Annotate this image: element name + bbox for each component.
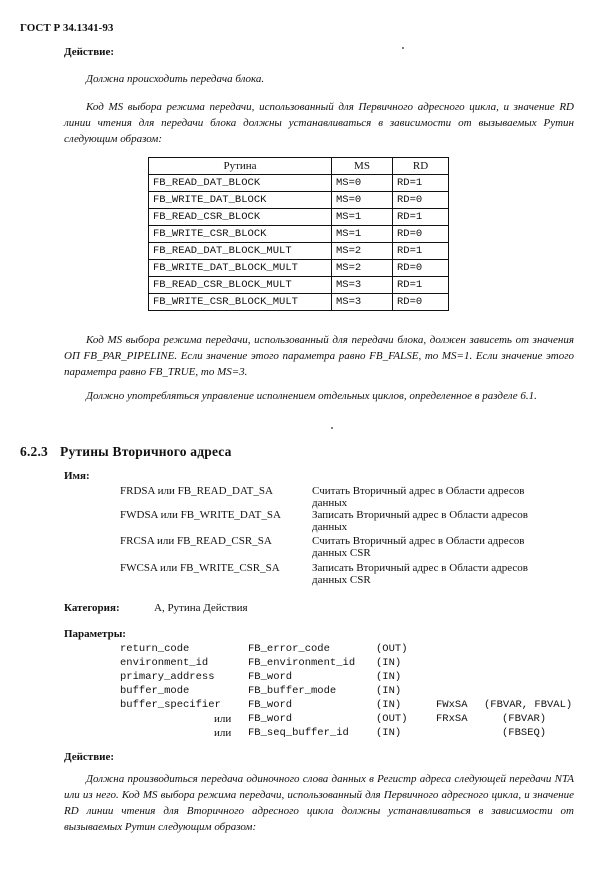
param-direction: (IN) (376, 727, 402, 739)
param-direction: (OUT) (376, 713, 408, 725)
table-row (149, 277, 449, 294)
category-label: Категория: (64, 602, 120, 614)
ms-cell: MS=3 (332, 294, 393, 311)
routine-name-entry (120, 485, 273, 497)
routine-name-entry (120, 535, 272, 547)
table-row (149, 209, 449, 226)
routine-description-line: данных (312, 497, 348, 509)
param-name: buffer_specifier (120, 699, 221, 711)
section-title: Рутины Вторичного адреса (60, 444, 232, 459)
param-or: или (214, 713, 232, 725)
table-row (149, 243, 449, 260)
param-name: buffer_mode (120, 685, 190, 697)
param-type: FB_seq_buffer_id (248, 727, 349, 739)
routine-description-line: Считать Вторичный адрес в Области адресов (312, 485, 525, 497)
routine-cell: FB_WRITE_CSR_BLOCK_MULT (149, 294, 332, 311)
ms-cell: MS=1 (332, 226, 393, 243)
routine-table (148, 157, 449, 311)
table-row (149, 175, 449, 192)
routine-description-line: данных (312, 521, 348, 533)
rd-cell: RD=1 (393, 243, 449, 260)
param-name: environment_id (120, 657, 209, 669)
table-row (149, 260, 449, 277)
routine-cell: FB_WRITE_CSR_BLOCK (149, 226, 332, 243)
column-header-routine: Рутина (149, 158, 332, 175)
param-direction: (IN) (376, 657, 402, 669)
routine-description-line: Записать Вторичный адрес в Области адресов (312, 562, 528, 574)
routine-description (312, 535, 574, 559)
param-direction: (IN) (376, 685, 402, 697)
routine-name: FWDSA или FB_WRITE_DAT_SA (120, 509, 281, 521)
routine-name: FRDSA или FB_READ_DAT_SA (120, 485, 273, 497)
table-row (149, 294, 449, 311)
param-type: FB_buffer_mode (248, 685, 337, 697)
body-paragraph: Должно употребляться управление исполнением отдельных циклов, определенное в разделе 6.1. (86, 390, 537, 402)
routine-name-entry (120, 509, 281, 521)
routine-cell: FB_READ_CSR_BLOCK (149, 209, 332, 226)
rd-cell: RD=0 (393, 294, 449, 311)
page-header: ГОСТ Р 34.1341-93 (20, 22, 114, 34)
ms-cell: MS=2 (332, 243, 393, 260)
param-name: return_code (120, 643, 190, 655)
routine-description (312, 562, 574, 586)
ms-cell: MS=1 (332, 209, 393, 226)
action-paragraph: Должна производиться передача одиночного слова данных в Регистр адреса следующей передачи NTA или из него. Код MS выбора режима передачи, использованный для Первичного адресного цикла, и значение RD линии чтения для Вторичного адресного цикла должны устанавливаться в зависимости от вызываемых Рутин следующим образом: (64, 773, 574, 833)
section-number: 6.2.3 (20, 444, 48, 459)
rd-cell: RD=0 (393, 226, 449, 243)
action-heading: Действие: (64, 751, 115, 763)
param-type: FB_environment_id (248, 657, 356, 669)
rd-cell: RD=1 (393, 277, 449, 294)
param-type: FB_error_code (248, 643, 330, 655)
routine-description (312, 485, 574, 509)
param-direction: (IN) (376, 699, 402, 711)
routine-cell: FB_WRITE_DAT_BLOCK_MULT (149, 260, 332, 277)
param-direction: (OUT) (376, 643, 408, 655)
column-header-rd: RD (393, 158, 449, 175)
rd-cell: RD=1 (393, 175, 449, 192)
scan-speck (331, 427, 333, 429)
param-or: или (214, 727, 232, 739)
param-type: FB_word (248, 713, 293, 725)
action-heading: Действие: (64, 46, 115, 58)
ms-cell: MS=2 (332, 260, 393, 277)
routine-description-line: данных CSR (312, 547, 371, 559)
routine-description-line: Считать Вторичный адрес в Области адресов (312, 535, 525, 547)
table-row (149, 192, 449, 209)
param-direction: (IN) (376, 671, 402, 683)
routine-description-line: данных CSR (312, 574, 371, 586)
action-paragraph: Код MS выбора режима передачи, использованный для Первичного адресного цикла, и значение RD линии чтения для передачи блока должны устанавливаться в зависимости от вызываемых Рутин следующим образом: (64, 101, 574, 145)
column-header-ms: MS (332, 158, 393, 175)
rd-cell: RD=0 (393, 260, 449, 277)
routine-cell: FB_READ_DAT_BLOCK (149, 175, 332, 192)
routine-name-entry (120, 562, 280, 574)
ms-cell: MS=0 (332, 175, 393, 192)
param-mode: (FBVAR) (502, 713, 547, 725)
param-name: primary_address (120, 671, 215, 683)
routine-description-line: Записать Вторичный адрес в Области адресов (312, 509, 528, 521)
routine-description (312, 509, 574, 533)
param-mode: (FBSEQ) (502, 727, 547, 739)
routine-cell: FB_READ_CSR_BLOCK_MULT (149, 277, 332, 294)
name-label: Имя: (64, 470, 90, 482)
section-heading (20, 444, 232, 460)
params-label: Параметры: (64, 628, 126, 640)
routine-cell: FB_WRITE_DAT_BLOCK (149, 192, 332, 209)
scan-speck (402, 47, 404, 49)
param-type: FB_word (248, 671, 293, 683)
rd-cell: RD=1 (393, 209, 449, 226)
category-value: А, Рутина Действия (154, 602, 248, 614)
param-variant: FWxSA (436, 699, 468, 711)
param-type: FB_word (248, 699, 293, 711)
table-row (149, 226, 449, 243)
routine-cell: FB_READ_DAT_BLOCK_MULT (149, 243, 332, 260)
rd-cell: RD=0 (393, 192, 449, 209)
table-header-row (149, 158, 449, 175)
param-mode: (FBVAR, FBVAL) (484, 699, 573, 711)
ms-cell: MS=0 (332, 192, 393, 209)
routine-name: FRCSA или FB_READ_CSR_SA (120, 535, 272, 547)
ms-cell: MS=3 (332, 277, 393, 294)
routine-name: FWCSA или FB_WRITE_CSR_SA (120, 562, 280, 574)
param-variant: FRxSA (436, 713, 468, 725)
body-paragraph: Код MS выбора режима передачи, использованный для передачи блока, должен зависеть от значения ОП FB_PAR_PIPELINE. Если значение этого параметра равно FB_FALSE, то MS=1. Если значение этого параметра равно FB_TRUE, то MS=3. (64, 334, 574, 378)
action-paragraph: Должна происходить передача блока. (86, 73, 265, 85)
